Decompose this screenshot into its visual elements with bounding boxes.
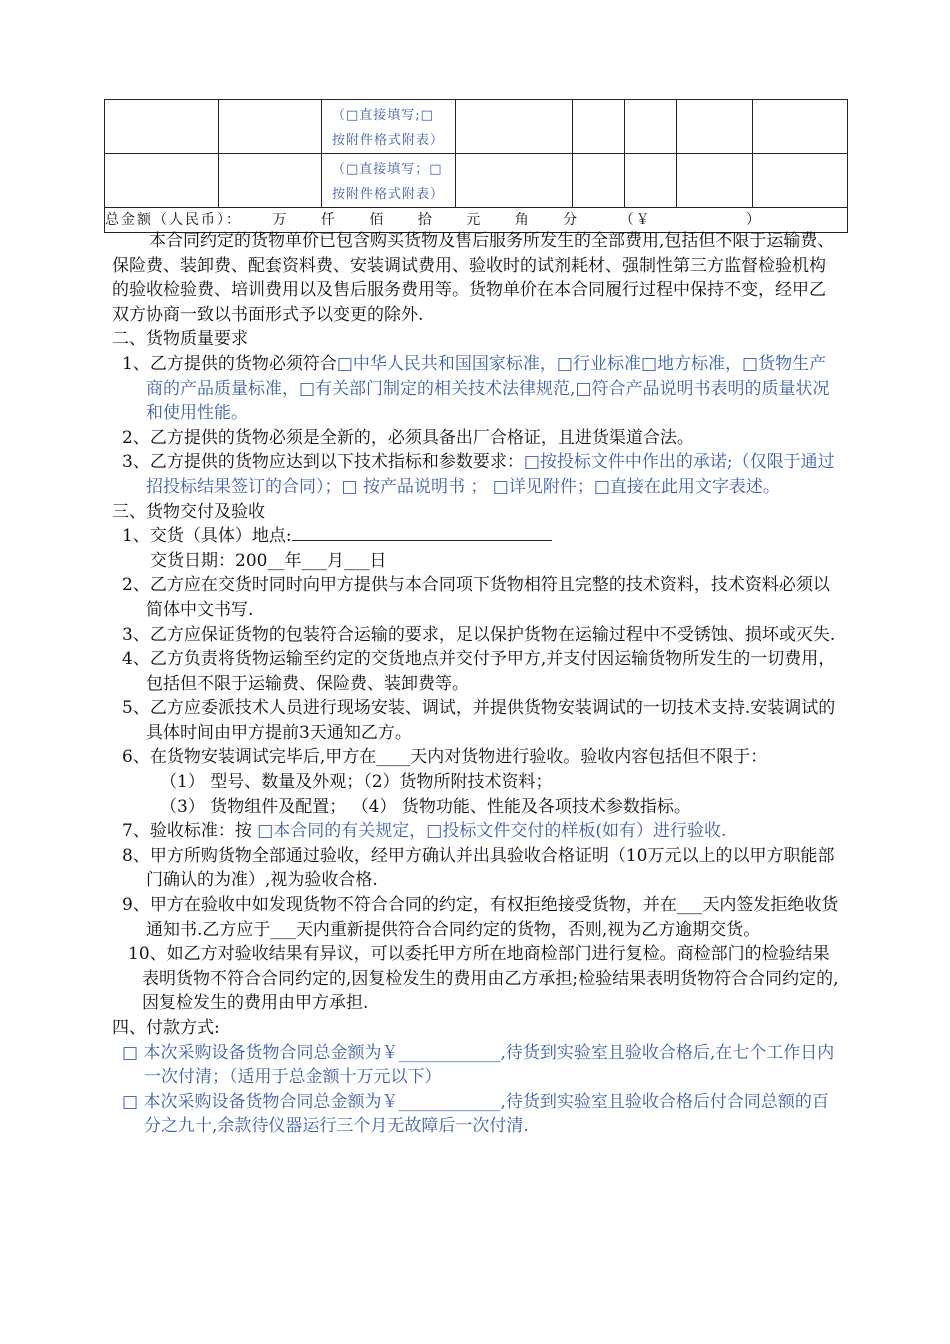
unit-jiao: 角 bbox=[514, 212, 531, 228]
delivery-date[interactable]: 交货日期：200__年___月___日 bbox=[150, 550, 387, 571]
currency-close: ） bbox=[746, 212, 763, 228]
payment-option-1[interactable]: □ 本次采购设备货物合同总金额为￥____________,待货到实验室且验收合格后,在七个工作日内一次付清；（适用于总金额十万元以下） bbox=[122, 1042, 835, 1088]
unit-shi: 拾 bbox=[417, 212, 434, 228]
quality-item-3: 3、乙方提供的货物应达到以下技术指标和参数要求：□按投标文件中作出的承诺;（仅限于通过招投标结果签订的合同）；□ 按产品说明书 ； □详见附件；□直接在此用文字表述。 bbox=[122, 452, 835, 497]
section-4-title: 四、付款方式: bbox=[112, 1018, 220, 1038]
delivery-location-blank[interactable] bbox=[292, 524, 552, 541]
tech-spec-options[interactable]: □按投标文件中作出的承诺;（仅限于通过招投标结果签订的合同）；□ 按产品说明书 ； □详见附件；□直接在此用文字表述。 bbox=[146, 452, 835, 497]
payment-option-2[interactable]: □ 本次采购设备货物合同总金额为￥____________,待货到实验室且验收合格后付合同总额的百分之九十,余款待仪器运行三个月无故障后一次付清. bbox=[122, 1091, 829, 1137]
currency-open: （￥ bbox=[619, 212, 652, 228]
quality-item-2: 2、乙方提供的货物必须是全新的，必须具备出厂合格证，且进货渠道合法。 bbox=[122, 427, 694, 448]
delivery-item-8: 8、甲方所购货物全部通过验收，经甲方确认并出具验收合格证明（10万元以上的以甲方职能部门确认的为准）,视为验收合格. bbox=[122, 845, 835, 891]
quality-item-1: 1、乙方提供的货物必须符合□中华人民共和国国家标准，□行业标准□地方标准，□货物生产商的产品质量标准，□有关部门制定的相关技术法律规范,□符合产品说明书表明的质量状况和使用性能。 bbox=[122, 353, 830, 424]
delivery-item-3: 3、乙方应保证货物的包装符合运输的要求，足以保护货物在运输过程中不受锈蚀、损坏或灭失. bbox=[122, 624, 836, 645]
section-2-title: 二、货物质量要求 bbox=[112, 329, 248, 350]
delivery-item-2: 2、乙方应在交货时同时向甲方提供与本合同项下货物相符且完整的技术资料，技术资料必须以简体中文书写. bbox=[122, 575, 830, 620]
unit-fen: 分 bbox=[563, 212, 580, 228]
delivery-item-9: 9、甲方在验收中如发现货物不符合合同的约定，有权拒绝接受货物，并在___天内签发拒绝收货通知书.乙方应于___天内重新提供符合合同约定的货物，否则,视为乙方逾期交货。 bbox=[122, 895, 839, 940]
section-3-title: 三、货物交付及验收 bbox=[112, 501, 265, 522]
price-clause: 本合同约定的货物单价已包含购买货物及售后服务所发生的全部费用,包括但不限于运输费、保险费、装卸费、配套资料费、安装调试费用、验收时的试剂耗材、强制性第三方监督检验机构的验收检验费、培训费用以及售后服务费用等。货物单价在本合同履行过程中保持不变，经甲乙双方协商一致以书面形式予以变更的除外. bbox=[112, 231, 835, 325]
quality-standard-options[interactable]: □中华人民共和国国家标准，□行业标准□地方标准，□货物生产商的产品质量标准，□有关部门制定的相关技术法律规范,□符合产品说明书表明的质量状况和使用性能。 bbox=[146, 353, 830, 424]
unit-qian: 仟 bbox=[320, 212, 337, 228]
fill-method-note: （□直接填写;□按附件格式附表） bbox=[332, 108, 445, 148]
unit-yuan: 元 bbox=[466, 212, 483, 228]
contract-body bbox=[112, 229, 842, 1139]
fill-method-note: （□直接填写；□按附件格式附表） bbox=[332, 162, 445, 202]
delivery-item-4: 4、乙方负责将货物运输至约定的交货地点并交付予甲方,并支付因运输货物所发生的一切费用，包括但不限于运输费、保险费、装卸费等。 bbox=[122, 649, 836, 694]
table-row bbox=[105, 100, 848, 154]
acceptance-standard-options[interactable]: □本合同的有关规定，□投标文件交付的样板(如有）进行验收. bbox=[257, 821, 727, 842]
delivery-item-10: 10、如乙方对验收结果有异议，可以委托甲方所在地商检部门进行复检。商检部门的检验结果表明货物不符合合同约定的,因复检发生的费用由乙方承担;检验结果表明货物符合合同约定的,因复检发生的费用由甲方承担. bbox=[128, 944, 839, 1014]
goods-table bbox=[104, 99, 848, 233]
total-label: 总金额（人民币）： bbox=[105, 212, 242, 228]
table-row bbox=[105, 154, 848, 208]
unit-bai: 佰 bbox=[369, 212, 386, 228]
acceptance-content-b: （3） 货物组件及配置； （4） 货物功能、性能及各项技术参数指标。 bbox=[160, 796, 691, 817]
delivery-location: 1、交货（具体）地点: bbox=[112, 524, 842, 549]
acceptance-content-a: （1） 型号、数量及外观；（2）货物所附技术资料； bbox=[160, 772, 553, 793]
delivery-item-7: 7、验收标准：按 □本合同的有关规定，□投标文件交付的样板(如有）进行验收. bbox=[122, 821, 727, 842]
delivery-item-6: 6、在货物安装调试完毕后,甲方在____天内对货物进行验收。验收内容包括但不限于： bbox=[122, 747, 768, 768]
unit-wan: 万 bbox=[272, 212, 289, 228]
delivery-item-5: 5、乙方应委派技术人员进行现场安装、调试，并提供货物安装调试的一切技术支持.安装调试的具体时间由甲方提前3天通知乙方。 bbox=[122, 698, 836, 743]
